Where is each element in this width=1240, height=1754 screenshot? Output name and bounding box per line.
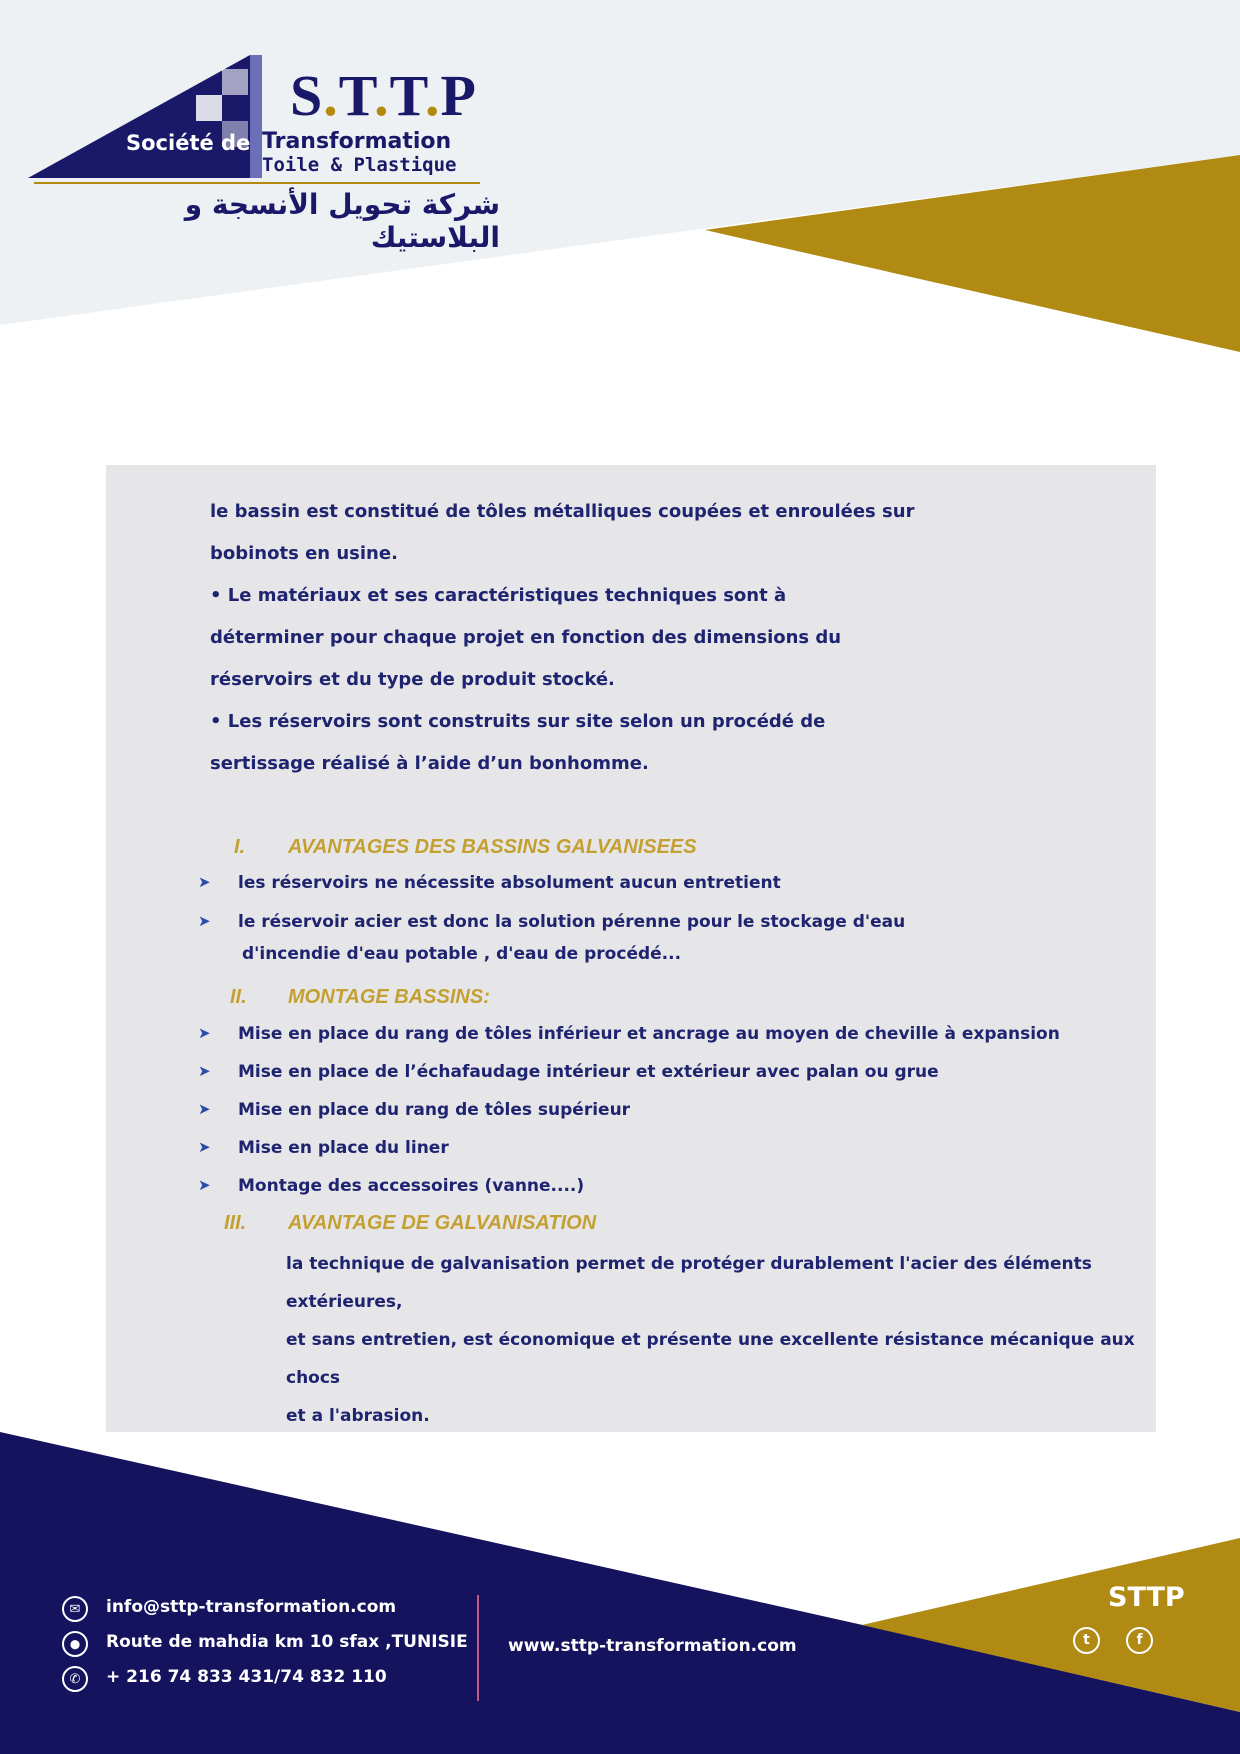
logo-brand: S.T.T.P — [290, 63, 477, 128]
website-link[interactable]: www.sttp-transformation.com — [508, 1636, 797, 1656]
location-pin-icon: ⬤ — [62, 1631, 88, 1657]
section-title: MONTAGE BASSINS: — [288, 986, 490, 1008]
logo-societe: Société de — [126, 131, 251, 155]
list-item: ➤ le réservoir acier est donc la solution pérenne pour le stockage d'eau d'incendie d'eau potable , d'eau de procédé... — [198, 912, 906, 964]
logo-arabic-name: شركة تحويل الأنسجة و البلاستيك — [184, 188, 500, 254]
intro-line: bobinots en usine. — [210, 543, 398, 564]
intro-line: le bassin est constitué de tôles métalliques coupées et enroulées sur — [210, 501, 915, 522]
content-panel — [106, 465, 1156, 1432]
list-item: ➤ Mise en place de l’échafaudage intérieur et extérieur avec palan ou grue — [198, 1062, 939, 1082]
paragraph-line: chocs — [286, 1368, 341, 1388]
logo-rule — [34, 182, 480, 184]
arrow-bullet-icon: ➤ — [198, 1100, 211, 1118]
intro-line: • Le matériaux et ses caractéristiques techniques sont à — [210, 585, 787, 606]
logo-toile: Toile & Plastique — [262, 154, 457, 176]
address-text: Route de mahdia km 10 sfax ,TUNISIE — [106, 1632, 468, 1652]
section-paragraph — [286, 1245, 1146, 1435]
facebook-icon[interactable]: f — [1126, 1627, 1153, 1654]
intro-paragraph — [210, 491, 990, 785]
section-title: AVANTAGES DES BASSINS GALVANISEES — [288, 836, 697, 858]
footer-divider — [477, 1595, 479, 1701]
arrow-bullet-icon: ➤ — [198, 912, 211, 930]
company-logo — [0, 0, 500, 254]
arrow-bullet-icon: ➤ — [198, 873, 211, 891]
section-number: I. — [234, 836, 246, 858]
intro-line: • Les réservoirs sont construits sur site selon un procédé de — [210, 711, 826, 732]
list-item: ➤ Montage des accessoires (vanne....) — [198, 1176, 585, 1196]
intro-line: réservoirs et du type de produit stocké. — [210, 669, 615, 690]
phone-icon: ✆ — [62, 1666, 88, 1692]
paragraph-line: et a l'abrasion. — [286, 1406, 430, 1426]
list-item: ➤ Mise en place du liner — [198, 1138, 449, 1158]
email-icon: ✉ — [62, 1596, 88, 1622]
list-item-continuation: d'incendie d'eau potable , d'eau de procédé... — [242, 944, 682, 964]
list-item: ➤ Mise en place du rang de tôles supérieur — [198, 1100, 631, 1120]
list-item: ➤ les réservoirs ne nécessite absolument aucun entretient — [198, 873, 781, 893]
paragraph-line: extérieures, — [286, 1292, 403, 1312]
arrow-bullet-icon: ➤ — [198, 1062, 211, 1080]
footer-brand: STTP — [1108, 1582, 1185, 1613]
phone-text[interactable]: + 216 74 833 431/74 832 110 — [106, 1667, 387, 1687]
arrow-bullet-icon: ➤ — [198, 1024, 211, 1042]
twitter-icon[interactable]: t — [1073, 1627, 1100, 1654]
section-number: II. — [230, 986, 247, 1008]
email-text[interactable]: info@sttp-transformation.com — [106, 1597, 397, 1617]
paragraph-line: et sans entretien, est économique et présente une excellente résistance mécanique aux — [286, 1330, 1135, 1350]
paragraph-line: la technique de galvanisation permet de protéger durablement l'acier des éléments — [286, 1254, 1092, 1274]
intro-line: déterminer pour chaque projet en fonction des dimensions du — [210, 627, 842, 648]
section-number: III. — [224, 1212, 247, 1234]
list-item: ➤ Mise en place du rang de tôles inférieur et ancrage au moyen de cheville à expansion — [198, 1024, 1060, 1044]
arrow-bullet-icon: ➤ — [198, 1138, 211, 1156]
intro-line: sertissage réalisé à l’aide d’un bonhomme. — [210, 753, 649, 774]
arrow-bullet-icon: ➤ — [198, 1176, 211, 1194]
logo-transformation: Transformation — [262, 129, 452, 154]
section-title: AVANTAGE DE GALVANISATION — [288, 1212, 597, 1234]
